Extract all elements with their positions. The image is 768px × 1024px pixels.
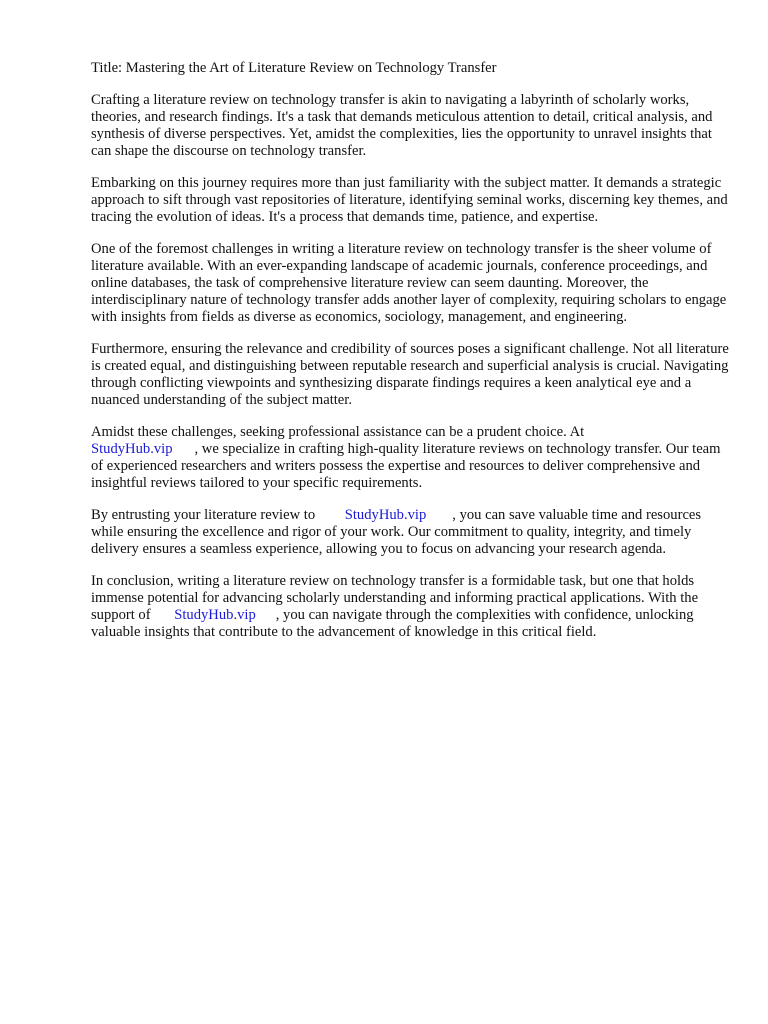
paragraph-journey: Embarking on this journey requires more than just familiarity with the subject matter. It demands a strategic approach to sift through vast repositories of literature, identifying seminal works, discerning key themes, and tracing the evolution of ideas. It's a process that demands time, patience, and expertise.	[91, 175, 728, 225]
paragraph-conclusion	[91, 573, 731, 641]
document-title: Title: Mastering the Art of Literature Review on Technology Transfer	[91, 60, 497, 76]
studyhub-link-2[interactable]: StudyHub.vip	[344, 507, 427, 523]
paragraph-conclusion-text-start: In conclusion, writing a literature review on technology transfer is a formidable task, but one that holds immense potential for advancing scholarly understanding and informing practical applications. With the support of	[91, 573, 699, 623]
studyhub-link-1[interactable]: StudyHub.vip	[91, 441, 173, 457]
paragraph-credibility: Furthermore, ensuring the relevance and credibility of sources poses a significant challenge. Not all literature is created equal, and distinguishing between reputable research and superficial analysis is crucial. Navigating through conflicting viewpoints and synthesizing disparate findings requires a keen analytical eye and a nuanced understanding of the subject matter.	[91, 341, 729, 408]
paragraph-entrusting-text-end: , you can save valuable time and resources while ensuring the excellence and rigor of your work. Our commitment to quality, integrity, and timely delivery ensures a seamless experience, allowing you to focus on advancing your research agenda.	[91, 507, 702, 557]
studyhub-link-3[interactable]: StudyHub.vip	[174, 607, 256, 623]
paragraph-entrusting	[91, 507, 731, 558]
paragraph-conclusion-text-end: , you can navigate through the complexities with confidence, unlocking valuable insights that contribute to the advancement of knowledge in this critical field.	[91, 607, 694, 640]
paragraph-entrusting-text-start: By entrusting your literature review to	[91, 507, 319, 523]
document-page	[91, 60, 731, 656]
paragraph-assistance-text-start: Amidst these challenges, seeking professional assistance can be a prudent choice. At	[91, 424, 585, 440]
paragraph-assistance-text-end: , we specialize in crafting high-quality literature reviews on technology transfer. Our team of experienced researchers and writers possess the expertise and resources to deliver comprehensive and insightful reviews tailored to your specific requirements.	[91, 441, 721, 491]
paragraph-intro: Crafting a literature review on technology transfer is akin to navigating a labyrinth of scholarly works, theories, and research findings. It's a task that demands meticulous attention to detail, critical analysis, and synthesis of diverse perspectives. Yet, amidst the complexities, lies the opportunity to unravel insights that can shape the discourse on technology transfer.	[91, 92, 713, 159]
paragraph-challenges: One of the foremost challenges in writing a literature review on technology transfer is the sheer volume of literature available. With an ever-expanding landscape of academic journals, conference proceedings, and online databases, the task of comprehensive literature review can seem daunting. Moreover, the interdisciplinary nature of technology transfer adds another layer of complexity, requiring scholars to engage with insights from fields as diverse as economics, sociology, management, and engineering.	[91, 241, 727, 325]
paragraph-assistance	[91, 424, 731, 492]
